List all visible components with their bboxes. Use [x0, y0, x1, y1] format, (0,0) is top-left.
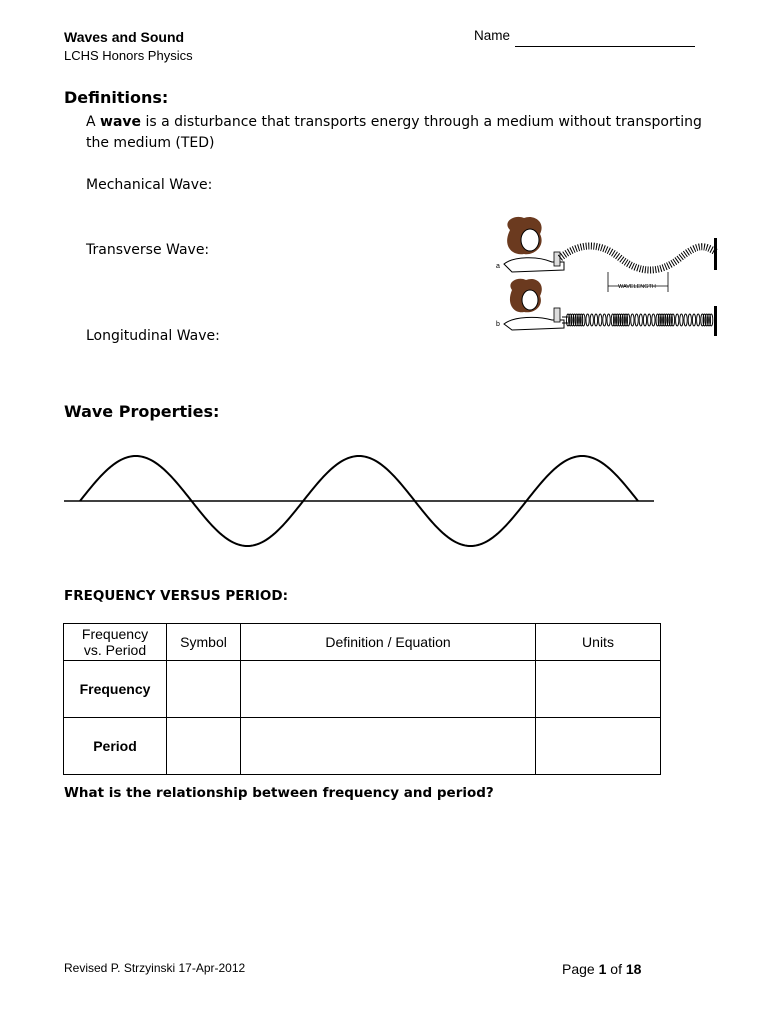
- row-label-frequency: Frequency: [64, 661, 167, 718]
- frequency-period-table: [63, 623, 661, 775]
- wave-definition: [86, 112, 716, 154]
- header-line-1: Frequency: [81, 626, 149, 642]
- table-row: [64, 718, 661, 775]
- transverse-spring: [560, 246, 716, 270]
- header-line-2: vs. Period: [83, 642, 147, 658]
- page-current: 1: [598, 961, 607, 977]
- definitions-heading: Definitions:: [64, 88, 169, 107]
- wave-term: wave: [100, 114, 142, 130]
- longitudinal-spring: [562, 314, 713, 326]
- table-header-row: [64, 624, 661, 661]
- frequency-definition-cell[interactable]: [241, 661, 536, 718]
- header-symbol: Symbol: [167, 624, 241, 661]
- wave-definition-prefix: A: [86, 114, 101, 130]
- row-label-period: Period: [64, 718, 167, 775]
- page-middle: of: [606, 961, 626, 977]
- course-name: LCHS Honors Physics: [64, 48, 193, 63]
- period-definition-cell[interactable]: [241, 718, 536, 775]
- header-frequency-vs-period: [64, 624, 167, 661]
- period-symbol-cell[interactable]: [167, 718, 241, 775]
- header-units: Units: [536, 624, 661, 661]
- name-blank-line[interactable]: [515, 46, 695, 47]
- frequency-period-heading: FREQUENCY VERSUS PERIOD:: [64, 588, 288, 604]
- frequency-symbol-cell[interactable]: [167, 661, 241, 718]
- period-units-cell[interactable]: [536, 718, 661, 775]
- wavelength-label: WAVELENGTH: [618, 284, 656, 290]
- page-total: 18: [625, 961, 642, 977]
- person-a-figure: [504, 217, 564, 272]
- table-row: [64, 661, 661, 718]
- sine-wave-diagram: [60, 442, 660, 557]
- frequency-units-cell[interactable]: [536, 661, 661, 718]
- worksheet-title: Waves and Sound: [64, 29, 185, 45]
- figure-label-a: a: [496, 263, 500, 270]
- wall-b: [714, 306, 717, 336]
- person-b-figure: [504, 279, 564, 330]
- page-prefix: Page: [562, 961, 599, 977]
- wave-definition-text: is a disturbance that transports energy through a medium without transporting the medium (TED): [86, 114, 702, 151]
- header-definition-equation: Definition / Equation: [241, 624, 536, 661]
- longitudinal-wave-term: Longitudinal Wave:: [86, 328, 220, 344]
- spring-wave-illustration: [490, 212, 730, 344]
- transverse-wave-term: Transverse Wave:: [86, 242, 210, 258]
- figure-label-b: b: [496, 321, 500, 328]
- wall-a: [714, 238, 717, 270]
- wave-properties-heading: Wave Properties:: [64, 402, 220, 421]
- revision-note: Revised P. Strzyinski 17-Apr-2012: [64, 961, 246, 975]
- name-label: Name: [474, 28, 511, 43]
- relationship-question: What is the relationship between frequency and period?: [64, 785, 494, 801]
- mechanical-wave-term: Mechanical Wave:: [86, 177, 213, 193]
- page-number: [562, 961, 641, 977]
